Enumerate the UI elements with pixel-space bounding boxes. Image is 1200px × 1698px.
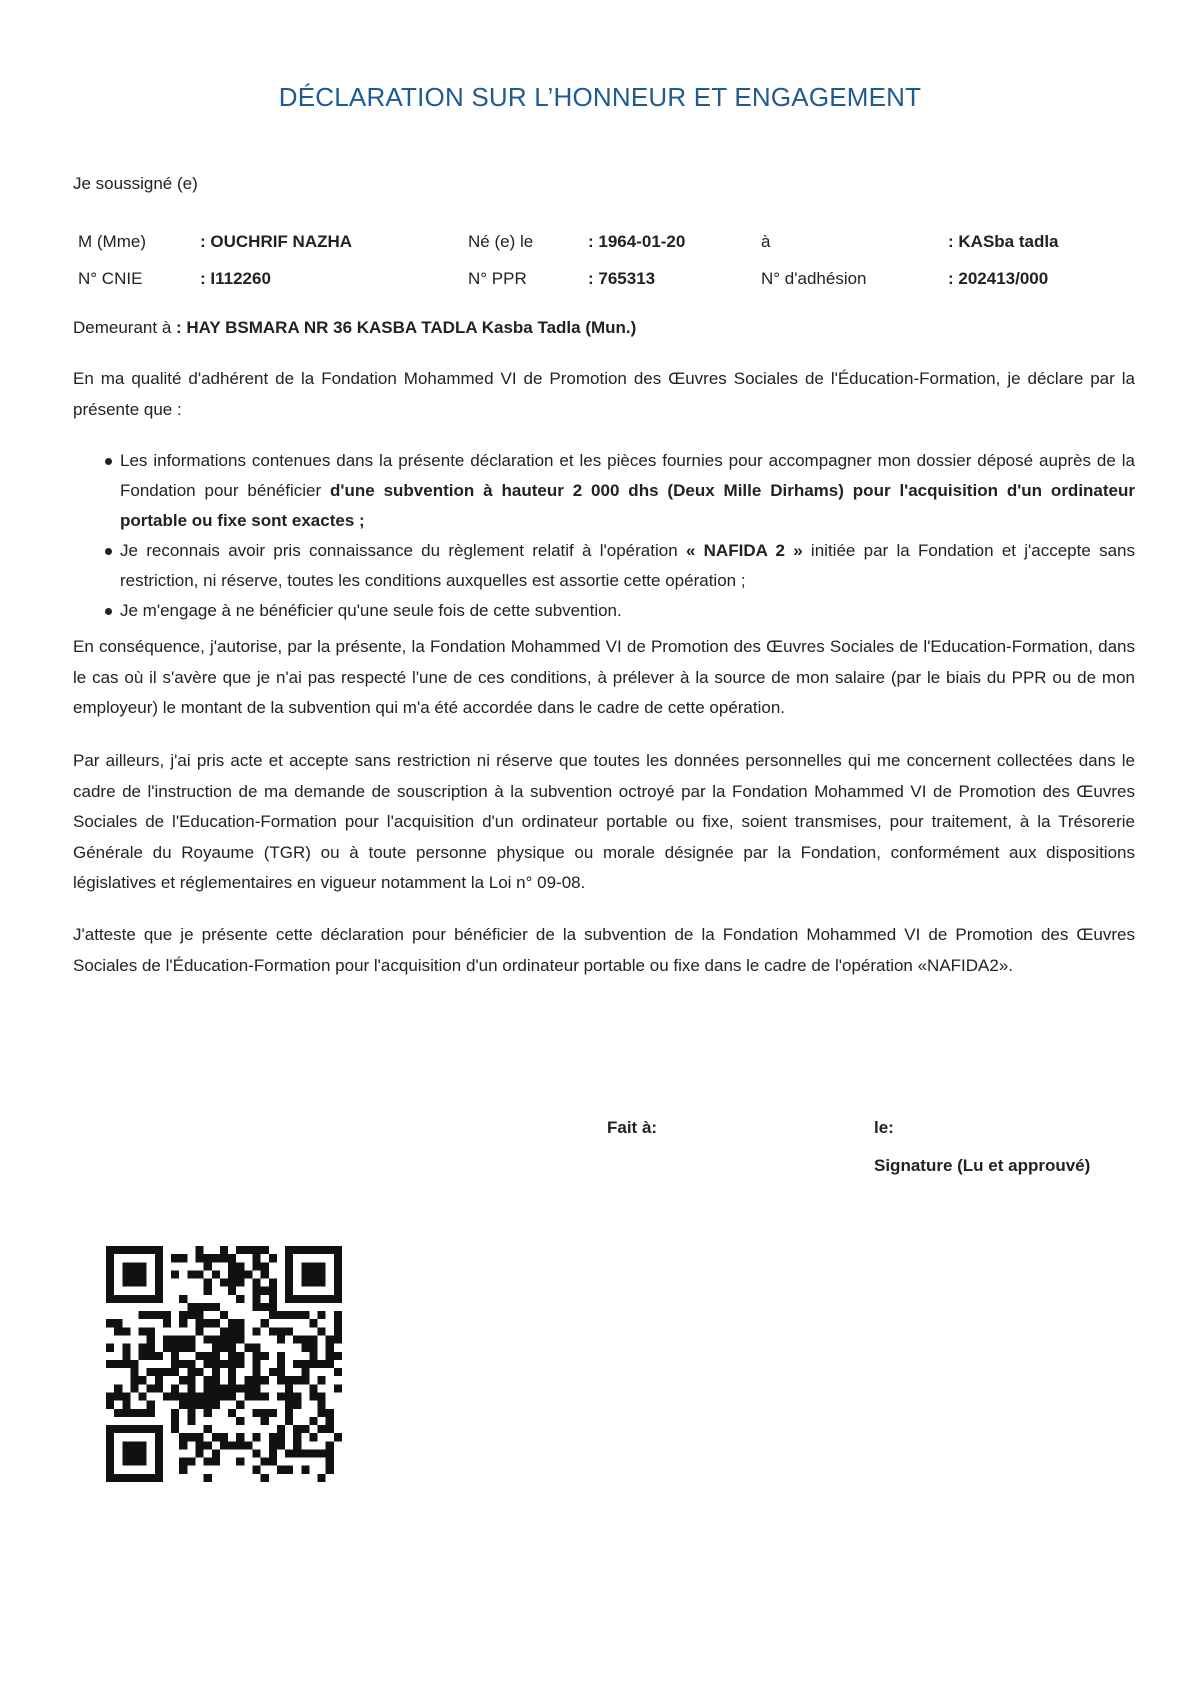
name-label: M (Mme) bbox=[78, 232, 146, 251]
page-title: DÉCLARATION SUR L’HONNEUR ET ENGAGEMENT bbox=[278, 82, 922, 112]
birthplace-value: : KASba tadla bbox=[948, 232, 1059, 251]
address-label: Demeurant à bbox=[73, 318, 176, 337]
place-label: Fait à: bbox=[607, 1118, 658, 1137]
name-value: : OUCHRIF NAZHA bbox=[200, 232, 353, 251]
list-item bbox=[73, 536, 1135, 596]
list-item-bold: d'une subvention à hauteur 2 000 dhs (Deux Mille Dirhams) pour l'acquisition d'un ordinateur portable ou fixe sont exactes ; bbox=[120, 481, 1135, 530]
declaration-list bbox=[73, 446, 1135, 626]
list-item bbox=[73, 446, 1135, 536]
list-item-text: Les informations contenues dans la présente déclaration et les pièces fournies pour accompagner mon dossier déposé auprès de la Fondation pour bénéficier bbox=[120, 451, 1135, 500]
list-item-text: Je reconnais avoir pris connaissance du règlement relatif à l'opération bbox=[120, 541, 686, 560]
qr-code-icon bbox=[106, 1246, 342, 1482]
address-value: : HAY BSMARA NR 36 KASBA TADLA Kasba Tadla (Mun.) bbox=[176, 318, 637, 337]
cnie-label: N° CNIE bbox=[78, 269, 143, 288]
ppr-value: : 765313 bbox=[588, 269, 656, 288]
paragraph-data-consent: Par ailleurs, j'ai pris acte et accepte sans restriction ni réserve que toutes les données personnelles qui me concernent collectées dans le cadre de l'instruction de ma demande de souscription à la subvention octroyé par la Fondation Mohammed VI de Promotion des Œuvres Sociales de l'Education-Formation pour l'acquisition d'un ordinateur portable ou fixe, soient transmises, pour traitement, à la Trésorerie Générale du Royaume (TGR) ou à toute personne physique ou morale désignée par la Fondation, conformément aux dispositions législatives et réglementaires en vigueur notamment la Loi n° 09-08. bbox=[73, 751, 1135, 892]
paragraph-attestation: J'atteste que je présente cette déclaration pour bénéficier de la subvention de la Fondation Mohammed VI de Promotion des Œuvres Sociales de l'Éducation-Formation pour l'acquisition d'un ordinateur portable ou fixe dans le cadre de l'opération «NAFIDA2». bbox=[73, 925, 1135, 975]
identity-table bbox=[73, 232, 1059, 306]
intro-text: Je soussigné (e) bbox=[73, 174, 198, 193]
bullet-icon bbox=[105, 458, 112, 465]
birthplace-label: à bbox=[761, 232, 771, 251]
membership-label: N° d'adhésion bbox=[761, 269, 867, 288]
paragraph-authorization: En conséquence, j'autorise, par la présente, la Fondation Mohammed VI de Promotion des Œuvres Sociales de l'Education-Formation, dans le cas où il s'avère que je n'ai pas respecté l'une de ces conditions, à prélever à la source de mon salaire (par le biais du PPR ou de mon employeur) le montant de la subvention qui m'a été accordée dans le cadre de cette opération. bbox=[73, 637, 1135, 717]
birthdate-label: Né (e) le bbox=[468, 232, 534, 251]
paragraph-declaration: En ma qualité d'adhérent de la Fondation Mohammed VI de Promotion des Œuvres Sociales de l'Éducation-Formation, je déclare par la présente que : bbox=[73, 369, 1135, 419]
cnie-value: : I112260 bbox=[200, 269, 271, 288]
identity-row bbox=[73, 269, 1059, 306]
list-item-text: initiée par la Fondation et j'accepte sans restriction, ni réserve, toutes les conditions auxquelles est assortie cette opération ; bbox=[120, 541, 1135, 590]
signature-label: Signature (Lu et approuvé) bbox=[874, 1156, 1091, 1175]
membership-value: : 202413/000 bbox=[948, 269, 1049, 288]
list-item bbox=[73, 596, 1135, 626]
list-item-bold: « NAFIDA 2 » bbox=[685, 541, 803, 560]
ppr-label: N° PPR bbox=[468, 269, 527, 288]
bullet-icon bbox=[105, 548, 112, 555]
address-line bbox=[73, 318, 636, 338]
identity-row bbox=[73, 232, 1059, 269]
birthdate-value: : 1964-01-20 bbox=[588, 232, 686, 251]
list-item-text: Je m'engage à ne bénéficier qu'une seule fois de cette subvention. bbox=[120, 601, 622, 620]
bullet-icon bbox=[105, 608, 112, 615]
date-label: le: bbox=[874, 1118, 894, 1137]
